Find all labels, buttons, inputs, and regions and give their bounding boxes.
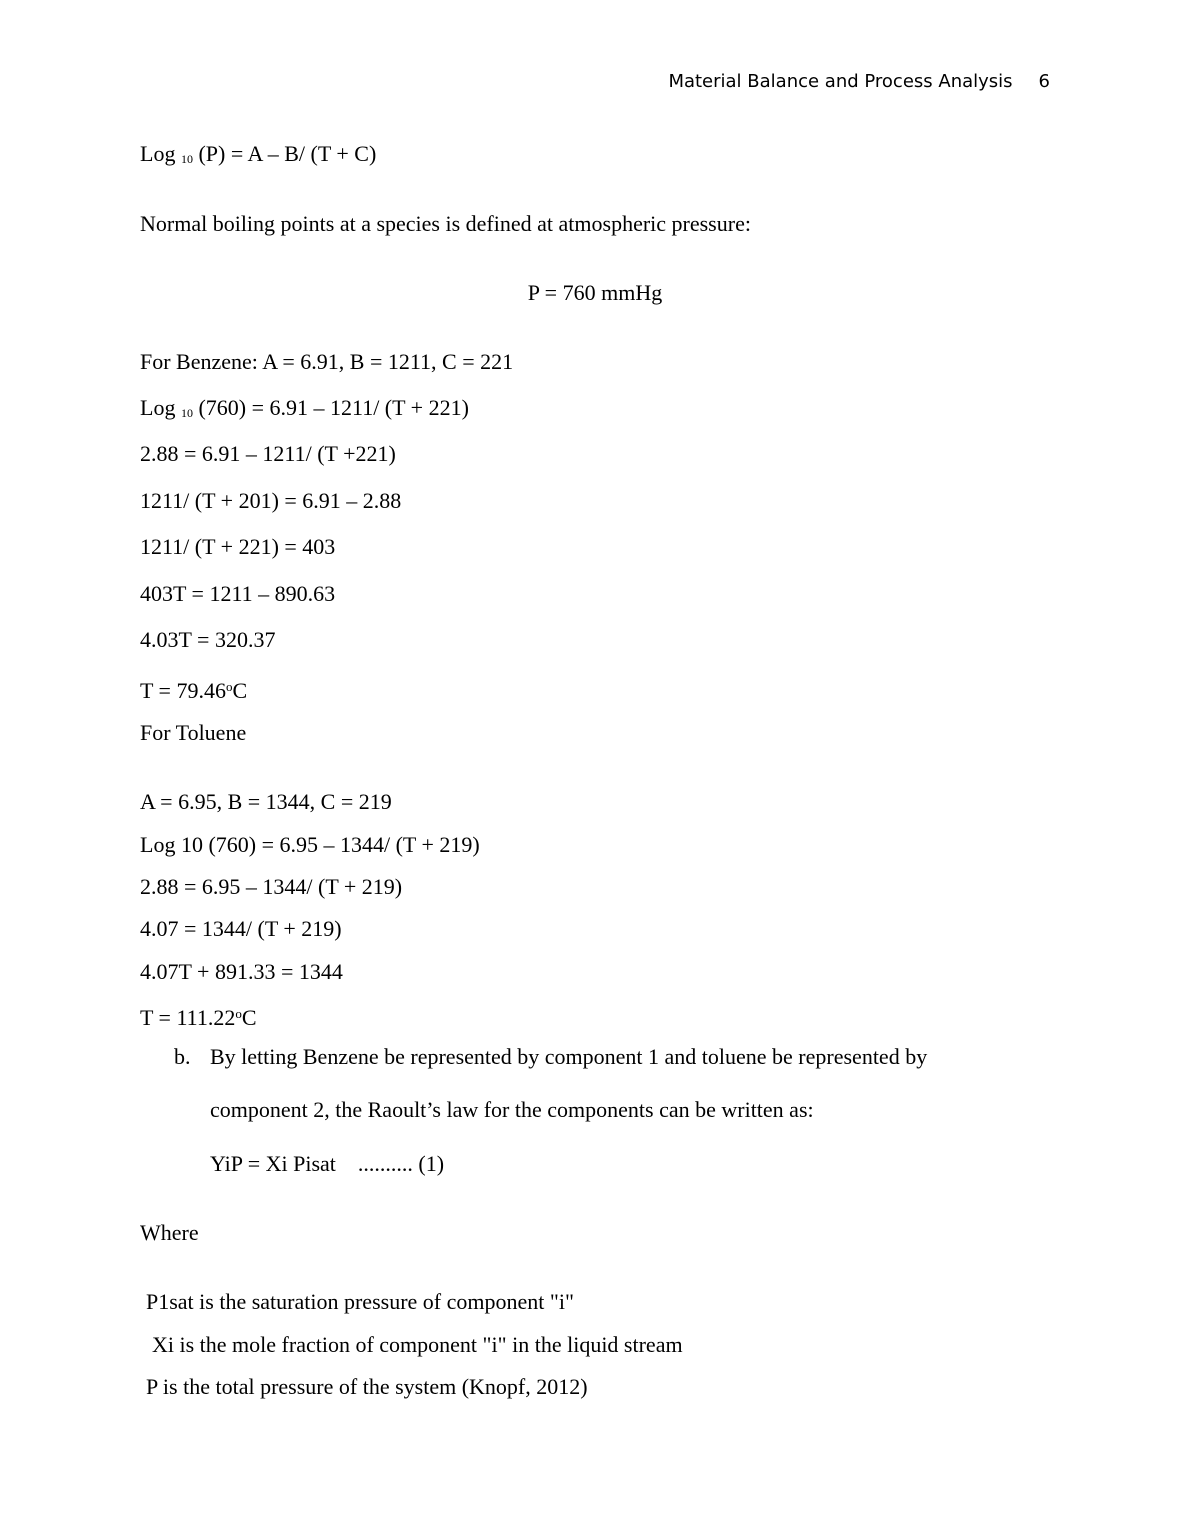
result-unit: C [232, 678, 248, 703]
raoult-equation: YiP = Xi Pisat .......... (1) [210, 1151, 445, 1176]
toluene-step-3: 4.07T + 891.33 = 1344 [140, 959, 343, 984]
benzene-constants: For Benzene: A = 6.91, B = 1211, C = 221 [140, 349, 514, 374]
where-label: Where [140, 1220, 199, 1245]
result-unit: C [241, 1005, 257, 1030]
header-title: Material Balance and Process Analysis [668, 71, 1013, 92]
toluene-heading: For Toluene [140, 720, 247, 745]
benzene-step-5: 4.03T = 320.37 [140, 627, 276, 652]
benzene-result [140, 674, 247, 704]
benzene-step-4: 403T = 1211 – 890.63 [140, 581, 336, 606]
toluene-step-2: 4.07 = 1344/ (T + 219) [140, 916, 342, 941]
pressure-equation: P = 760 mmHg [527, 280, 663, 305]
degree-mark: o [235, 1006, 242, 1021]
benzene-step-1: 2.88 = 6.91 – 1211/ (T +221) [140, 441, 396, 466]
equation-body: (760) = 6.91 – 1211/ (T + 221) [192, 395, 469, 420]
result-value: T = 79.46 [140, 678, 226, 703]
part-b-line-1: By letting Benzene be represented by component 1 and toluene be represented by [210, 1044, 928, 1069]
toluene-result [140, 1001, 257, 1031]
result-value: T = 111.22 [140, 1005, 236, 1030]
log-subscript: 10 [180, 406, 193, 420]
log-label: Log [140, 395, 181, 420]
running-header [668, 71, 1050, 92]
log-label: Log [140, 141, 181, 166]
benzene-step-3: 1211/ (T + 221) = 403 [140, 534, 336, 559]
benzene-step-2: 1211/ (T + 201) = 6.91 – 2.88 [140, 488, 402, 513]
toluene-constants: A = 6.95, B = 1344, C = 219 [140, 789, 392, 814]
definition-p1sat: P1sat is the saturation pressure of component "i" [146, 1289, 574, 1314]
log-subscript: 10 [180, 152, 193, 166]
part-b-line-2: component 2, the Raoult’s law for the components can be written as: [210, 1097, 814, 1122]
equation-body: (P) = A – B/ (T + C) [192, 141, 377, 166]
degree-mark: o [225, 679, 233, 694]
page-number: 6 [1038, 71, 1050, 92]
equation-antoine [140, 141, 376, 172]
toluene-log-equation: Log 10 (760) = 6.95 – 1344/ (T + 219) [140, 832, 480, 857]
benzene-log-equation [140, 395, 469, 426]
toluene-step-1: 2.88 = 6.95 – 1344/ (T + 219) [140, 874, 403, 899]
definition-p: P is the total pressure of the system (Knopf, 2012) [146, 1374, 588, 1399]
normal-bp-text: Normal boiling points at a species is defined at atmospheric pressure: [140, 211, 751, 236]
list-marker-b: b. [174, 1044, 191, 1069]
definition-xi: Xi is the mole fraction of component "i" in the liquid stream [152, 1332, 683, 1357]
